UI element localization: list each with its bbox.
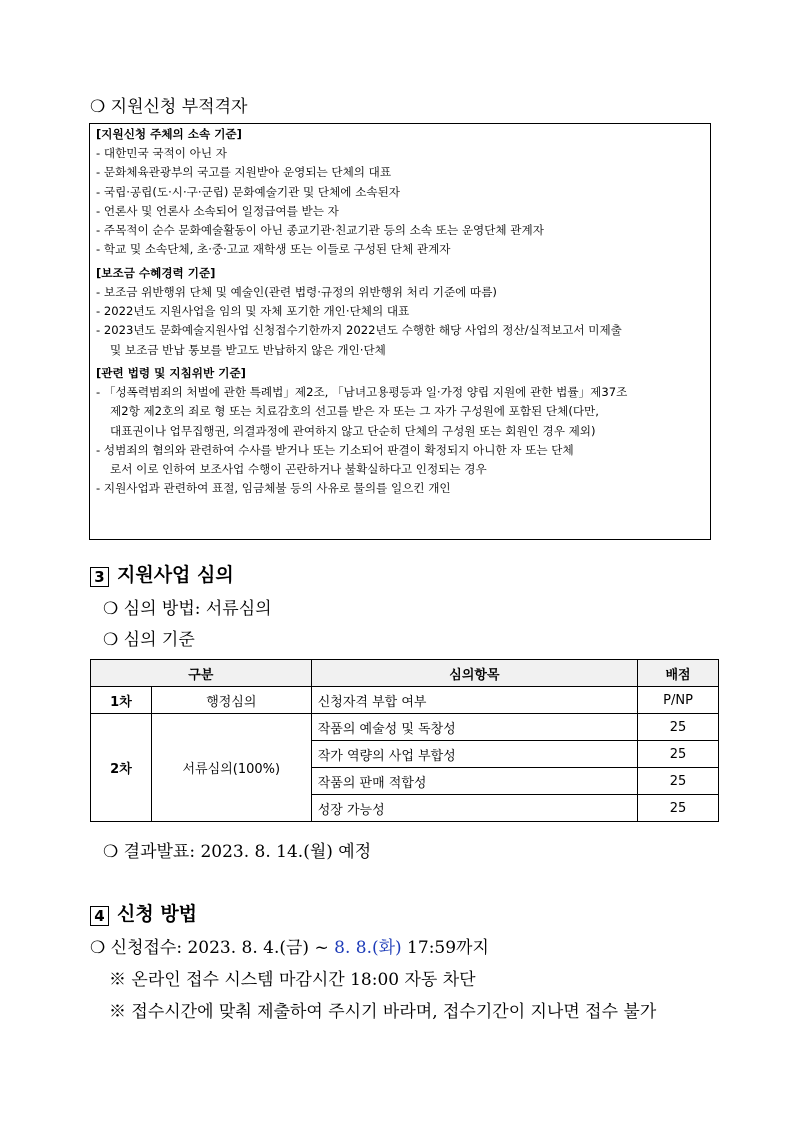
section-3-heading <box>90 560 234 587</box>
stage-cell: 2차 <box>91 714 152 822</box>
list-item: - 보조금 위반행위 단체 및 예술인(관련 법령·규정의 위반행위 처리 기준에 따름) <box>96 284 497 299</box>
table-row <box>91 714 719 741</box>
list-item: - 언론사 및 언론사 소속되어 일정급여를 받는 자 <box>96 203 339 218</box>
section-title: [보조금 수혜경력 기준] <box>96 265 216 280</box>
section-title: [지원신청 주체의 소속 기준] <box>96 127 242 141</box>
section-title: 신청 방법 <box>117 903 198 925</box>
list-item-continued: 및 보조금 반납 통보를 받고도 반납하지 않은 개인·단체 <box>110 342 386 357</box>
list-item: - 2023년도 문화예술지원사업 신청접수기한까지 2022년도 수행한 해당 사업의 정산/실적보고서 미제출 <box>96 323 622 338</box>
stage-cell: 1차 <box>91 687 152 714</box>
list-item: - 문화체육관광부의 국고를 지원받아 운영되는 단체의 대표 <box>96 165 392 180</box>
note-deadline: ※ 접수시간에 맞춰 제출하여 주시기 바라며, 접수기간이 지나면 접수 불가 <box>109 1002 657 1022</box>
application-period <box>90 933 489 958</box>
note-cutoff: ※ 온라인 접수 시스템 마감시간 18:00 자동 차단 <box>109 970 476 990</box>
list-item: - 성범죄의 혐의와 관련하여 수사를 받거나 또는 기소되어 판결이 확정되지 아니한 자 또는 단체 <box>96 442 574 457</box>
section-number: 4 <box>90 906 109 926</box>
list-item-continued: 대표권이나 업무집행권, 의결과정에 관여하지 않고 단순히 단체의 구성원 또는 회원인 경우 제외) <box>110 423 596 438</box>
header-item: 심의항목 <box>311 660 637 687</box>
list-item-continued: 제2항 제2호의 죄로 형 또는 치료감호의 선고를 받은 자 또는 그 자가 구성원에 포함된 단체(다만, <box>110 404 599 419</box>
type-cell: 행정심의 <box>151 687 311 714</box>
score-cell: 25 <box>638 714 719 741</box>
list-item: - 학교 및 소속단체, 초·중·고교 재학생 또는 이들로 구성된 단체 관계자 <box>96 242 451 257</box>
list-item-continued: 로서 이로 인하여 보조사업 수행이 곤란하거나 불확실하다고 인정되는 경우 <box>110 462 487 477</box>
ineligible-heading: ❍ 지원신청 부적격자 <box>90 97 248 117</box>
item-cell: 작가 역량의 사업 부합성 <box>311 741 637 768</box>
period-deadline: 8. 8.(화) <box>334 938 402 958</box>
period-prefix: ❍ 신청접수: 2023. 8. 4.(금) ~ <box>90 938 335 958</box>
section-4-heading <box>90 899 197 926</box>
list-item: - 지원사업과 관련하여 표절, 임금체불 등의 사유로 물의를 일으킨 개인 <box>96 481 451 496</box>
list-item: - 국립·공립(도·시·구·군립) 문화예술기관 및 단체에 소속된자 <box>96 184 400 199</box>
period-suffix: 17:59까지 <box>401 938 489 958</box>
list-item: - 대한민국 국적이 아닌 자 <box>96 146 227 160</box>
item-cell: 작품의 예술성 및 독창성 <box>311 714 637 741</box>
ineligible-box <box>89 123 711 540</box>
result-announcement: ❍ 결과발표: 2023. 8. 14.(월) 예정 <box>103 842 372 862</box>
score-cell: 25 <box>638 768 719 795</box>
criteria-table <box>90 659 719 822</box>
type-cell: 서류심의(100%) <box>151 714 311 822</box>
section-title: [관련 법령 및 지침위반 기준] <box>96 365 246 380</box>
list-item: - 2022년도 지원사업을 임의 및 자체 포기한 개인·단체의 대표 <box>96 304 410 319</box>
list-item: - 주목적이 순수 문화예술활동이 아닌 종교기관·친교기관 등의 소속 또는 운영단체 관계자 <box>96 223 544 238</box>
section-title: 지원사업 심의 <box>117 564 234 586</box>
score-cell: 25 <box>638 741 719 768</box>
score-cell: P/NP <box>638 687 719 714</box>
item-cell: 성장 가능성 <box>311 795 637 822</box>
table-row <box>91 687 719 714</box>
review-method: ❍ 심의 방법: 서류심의 <box>103 599 272 619</box>
section-number: 3 <box>90 567 109 587</box>
score-cell: 25 <box>638 795 719 822</box>
header-score: 배점 <box>638 660 719 687</box>
review-criteria-heading: ❍ 심의 기준 <box>103 630 195 650</box>
item-cell: 신청자격 부합 여부 <box>311 687 637 714</box>
header-category: 구분 <box>91 660 312 687</box>
list-item: - 「성폭력범죄의 처벌에 관한 특례법」제2조, 「남녀고용평등과 일·가정 양립 지원에 관한 법률」제37조 <box>96 384 628 399</box>
table-header-row <box>91 660 719 687</box>
item-cell: 작품의 판매 적합성 <box>311 768 637 795</box>
